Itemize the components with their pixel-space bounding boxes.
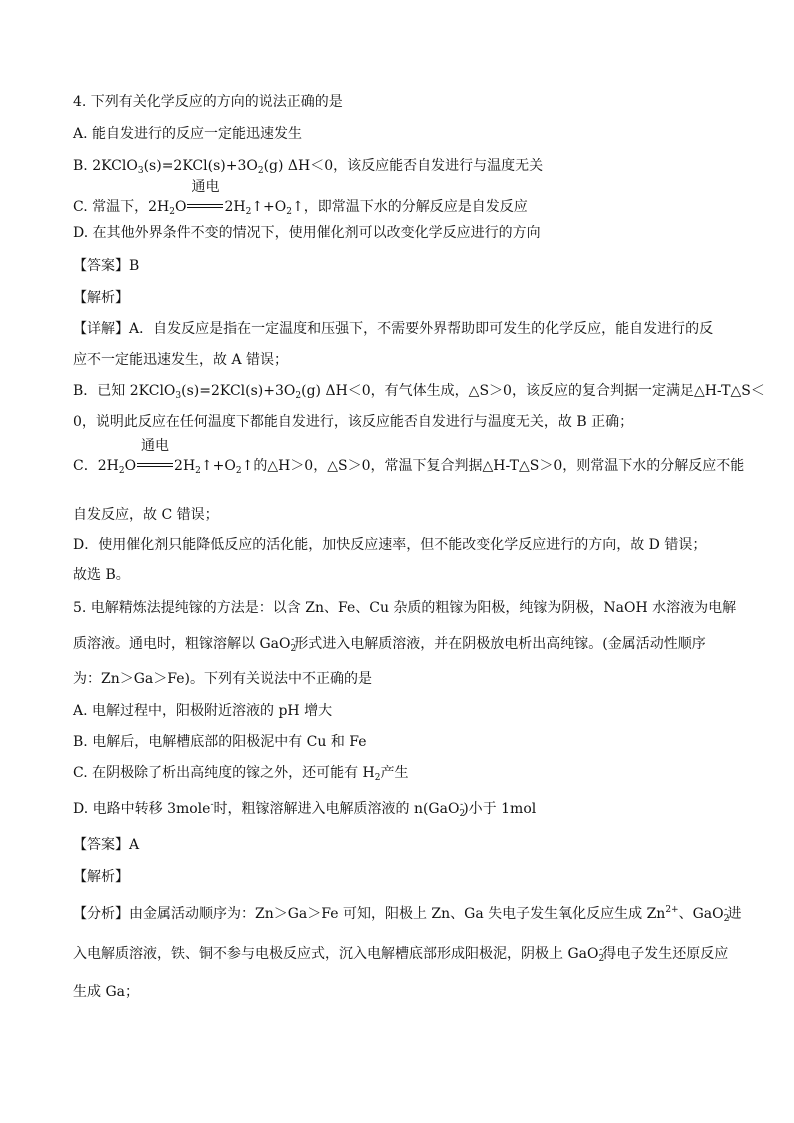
q4-detail-d: D．使用催化剂只能降低反应的活化能，加快反应速率，但不能改变化学反应进行的方向，故 D 错误； [73,537,707,553]
q4-answer: 【答案】B [73,258,140,274]
q4-detail-c-line1: C．$2H_2O$ 通电 $2H_2↑+O_2↑$的△H＞0，△S＞0，常温下复合判据△H-T△S＞0，则常温下水的分解反应不能 [73,438,745,476]
q4-detail-b-line2: 0，说明此反应在任何温度下都能自发进行，该反应能否自发进行与温度无关，故 B 正确； [73,414,634,430]
q5-stem-line1: 5. 电解精炼法提纯镓的方法是：以含 Zn、Fe、Cu 杂质的粗镓为阳极，纯镓为阴极，NaOH 水溶液为电解 [73,600,737,616]
q5-option-d: D. 电路中转移 3mole-时，粗镓溶解进入电解质溶液的 n(GaO$_2$-)小于 1mol [73,800,537,819]
q4-option-a: A. 能自发进行的反应一定能迅速发生 [73,126,303,142]
q4-detail-c-line2: 自发反应，故 C 错误； [73,507,219,523]
q5-fenxi-line3: 生成 Ga； [73,984,139,1000]
q4-detail-b-line1: B．已知 $2KClO_3(s)=2KCl(s)+3O_2(g)$ ΔH＜0，有气体生成，△S＞0，该反应的复合判据一定满足△H-T△S＜ [73,383,765,401]
q5-stem-line3: 为：Zn＞Ga＞Fe)。下列有关说法中不正确的是 [73,671,372,687]
q5-analysis-tag: 【解析】 [73,869,129,885]
answer-tag: 【答案】 [73,258,129,274]
q4-option-c: C. 常温下，$2H_2O$ 通电 $2H_2↑+O_2↑$，即常温下水的分解反应是自发反应 [73,179,528,217]
q4-detail-a-line2: 应不一定能迅速发生，故 A 错误； [73,352,289,368]
q5-option-a: A. 电解过程中，阳极附近溶液的 pH 增大 [73,703,333,719]
q4-detail-a-line1: 【详解】A．自发反应是指在一定温度和压强下，不需要外界帮助即可发生的化学反应，能自发进行的反 [73,321,714,337]
q5-answer: 【答案】A [73,837,140,853]
q5-fenxi-line1: 【分析】由金属活动顺序为：Zn＞Ga＞Fe 可知，阳极上 Zn、Ga 失电子发生氧化反应生成 $Zn^{2+}$、GaO$_2$-进 [73,905,742,924]
q4-conclusion: 故选 B。 [73,567,130,583]
q4-option-d: D. 在其他外界条件不变的情况下，使用催化剂可以改变化学反应进行的方向 [73,225,541,241]
q5-option-c: C. 在阴极除了析出高纯度的镓之外，还可能有 $H_2$产生 [73,765,409,783]
q5-fenxi-line2: 入电解质溶液，铁、铜不参与电极反应式，沉入电解槽底部形成阳极泥，阴极上 GaO$_2$-得电子发生还原反应 [73,945,729,964]
q5-option-b: B. 电解后，电解槽底部的阳极泥中有 Cu 和 Fe [73,734,367,750]
answer-tag: 【答案】 [73,837,129,853]
q4-stem: 4. 下列有关化学反应的方向的说法正确的是 [73,94,343,110]
q4-option-b: B. $2KClO_3(s)=2KCl(s)+3O_2(g)$ ΔH＜0，该反应能否自发进行与温度无关 [73,158,544,176]
q5-stem-line2: 质溶液。通电时，粗镓溶解以 GaO$_2$-形式进入电解质溶液，并在阴极放电析出高纯镓。(金属活动性顺序 [73,635,706,654]
q4-analysis-tag: 【解析】 [73,290,129,306]
